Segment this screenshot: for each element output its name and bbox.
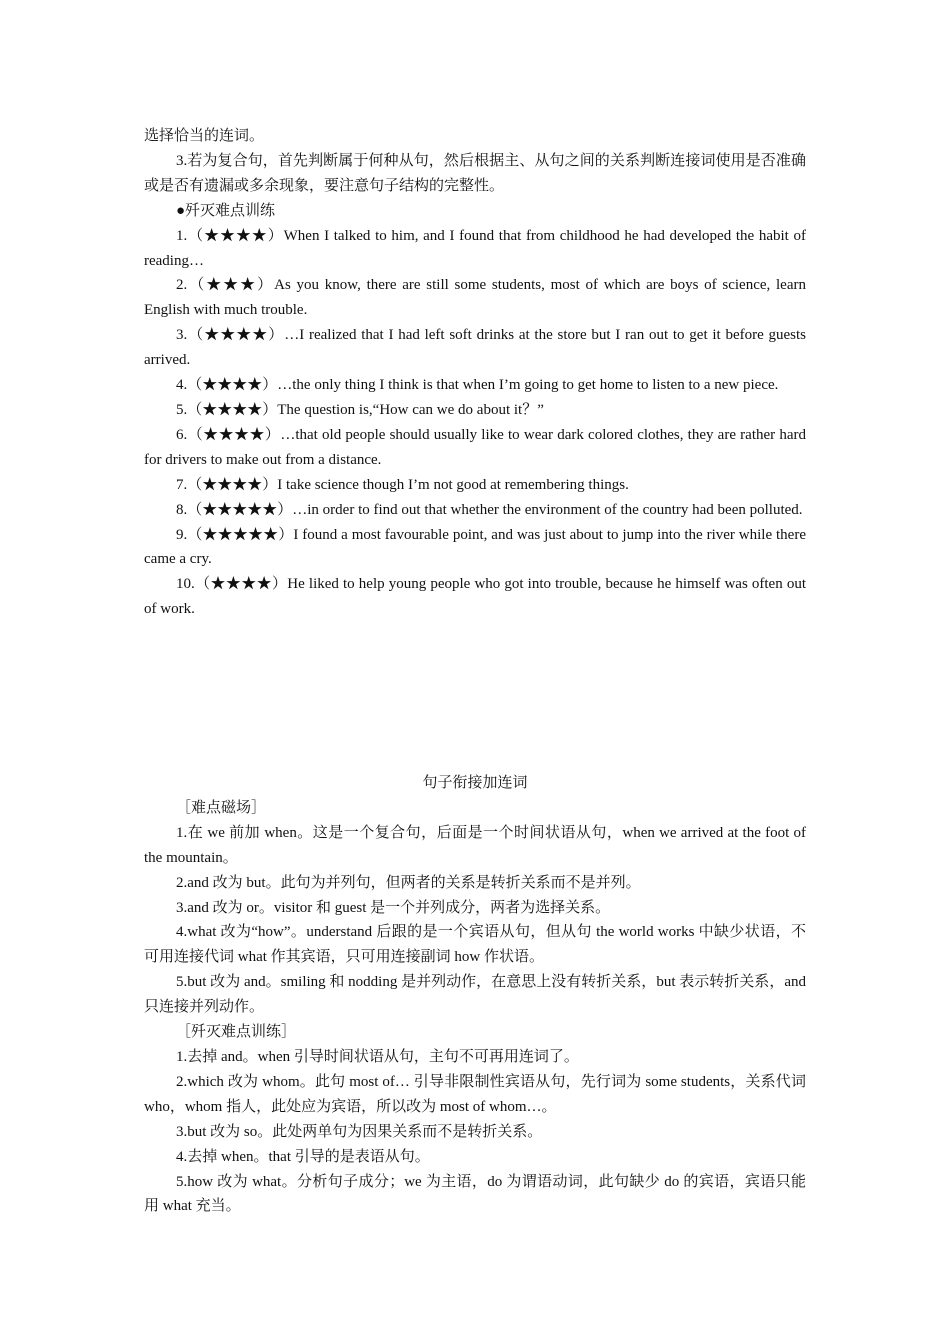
section-heading: ［歼灭难点训练］ [176, 1024, 297, 1041]
exercise-item: 10.（★★★★）He liked to help young people who got into trouble, because he himself was often out of work. [144, 576, 806, 618]
exercise-item: 8.（★★★★★）…in order to find out that whether the environment of the country had been polluted. [176, 501, 803, 518]
answer-item: 2.and 改为 but。此句为并列句，但两者的关系是转折关系而不是并列。 [176, 874, 641, 891]
answer-item: 2.which 改为 whom。此句 most of… 引导非限制性宾语从句，先行词为 some students，关系代词 who，whom 指人，此处应为宾语，所以改为 most of whom…。 [144, 1073, 806, 1115]
exercise-item: 3.（★★★★）…I realized that I had left soft drinks at the store but I ran out to get it before guests arrived. [144, 327, 806, 369]
answer-item: 1.在 we 前加 when。这是一个复合句，后面是一个时间状语从句，when we arrived at the foot of the mountain。 [144, 824, 806, 866]
paragraph: 选择恰当的连词。 [144, 128, 265, 144]
section-heading: ●歼灭难点训练 [176, 202, 276, 219]
exercise-item: 4.（★★★★）…the only thing I think is that when I’m going to get home to listen to a new piece. [176, 377, 779, 394]
answer-item: 3.and 改为 or。visitor 和 guest 是一个并列成分，两者为选择关系。 [176, 899, 611, 916]
answer-section [144, 771, 806, 1219]
answer-item: 3.but 改为 so。此处两单句为因果关系而不是转折关系。 [176, 1123, 543, 1140]
exercise-section [144, 124, 806, 622]
exercise-item: 2.（★★★）As you know, there are still some students, most of which are boys of science, learn English with much trouble. [144, 277, 806, 319]
exercise-item: 7.（★★★★）I take science though I’m not good at remembering things. [176, 476, 629, 493]
exercise-item: 6.（★★★★）…that old people should usually like to wear dark colored clothes, they are rather hard for drivers to make out from a distance. [144, 426, 806, 468]
answer-item: 4.what 改为“how”。understand 后跟的是一个宾语从句，但从句 the world works 中缺少状语，不可用连接代词 what 作其宾语，只可用连接副词 how 作状语。 [144, 924, 806, 966]
page-title: 句子衔接加连词 [422, 775, 528, 791]
section-heading: ［难点磁场］ [176, 799, 267, 816]
answer-item: 1.去掉 and。when 引导时间状语从句，主句不可再用连词了。 [176, 1048, 579, 1065]
paragraph: 3.若为复合句，首先判断属于何种从句，然后根据主、从句之间的关系判断连接词使用是否准确或是否有遗漏或多余现象，要注意句子结构的完整性。 [144, 152, 806, 194]
answer-item: 4.去掉 when。that 引导的是表语从句。 [176, 1148, 430, 1165]
answer-item: 5.how 改为 what。分析句子成分；we 为主语，do 为谓语动词，此句缺少 do 的宾语，宾语只能用 what 充当。 [144, 1173, 806, 1215]
exercise-item: 1.（★★★★）When I talked to him, and I found that from childhood he had developed the habit of reading… [144, 227, 806, 269]
exercise-item: 5.（★★★★）The question is,“How can we do about it？” [176, 401, 544, 418]
answer-item: 5.but 改为 and。smiling 和 nodding 是并列动作，在意思上没有转折关系，but 表示转折关系，and 只连接并列动作。 [144, 974, 806, 1016]
exercise-item: 9.（★★★★★）I found a most favourable point, and was just about to jump into the river while there came a cry. [144, 526, 806, 568]
